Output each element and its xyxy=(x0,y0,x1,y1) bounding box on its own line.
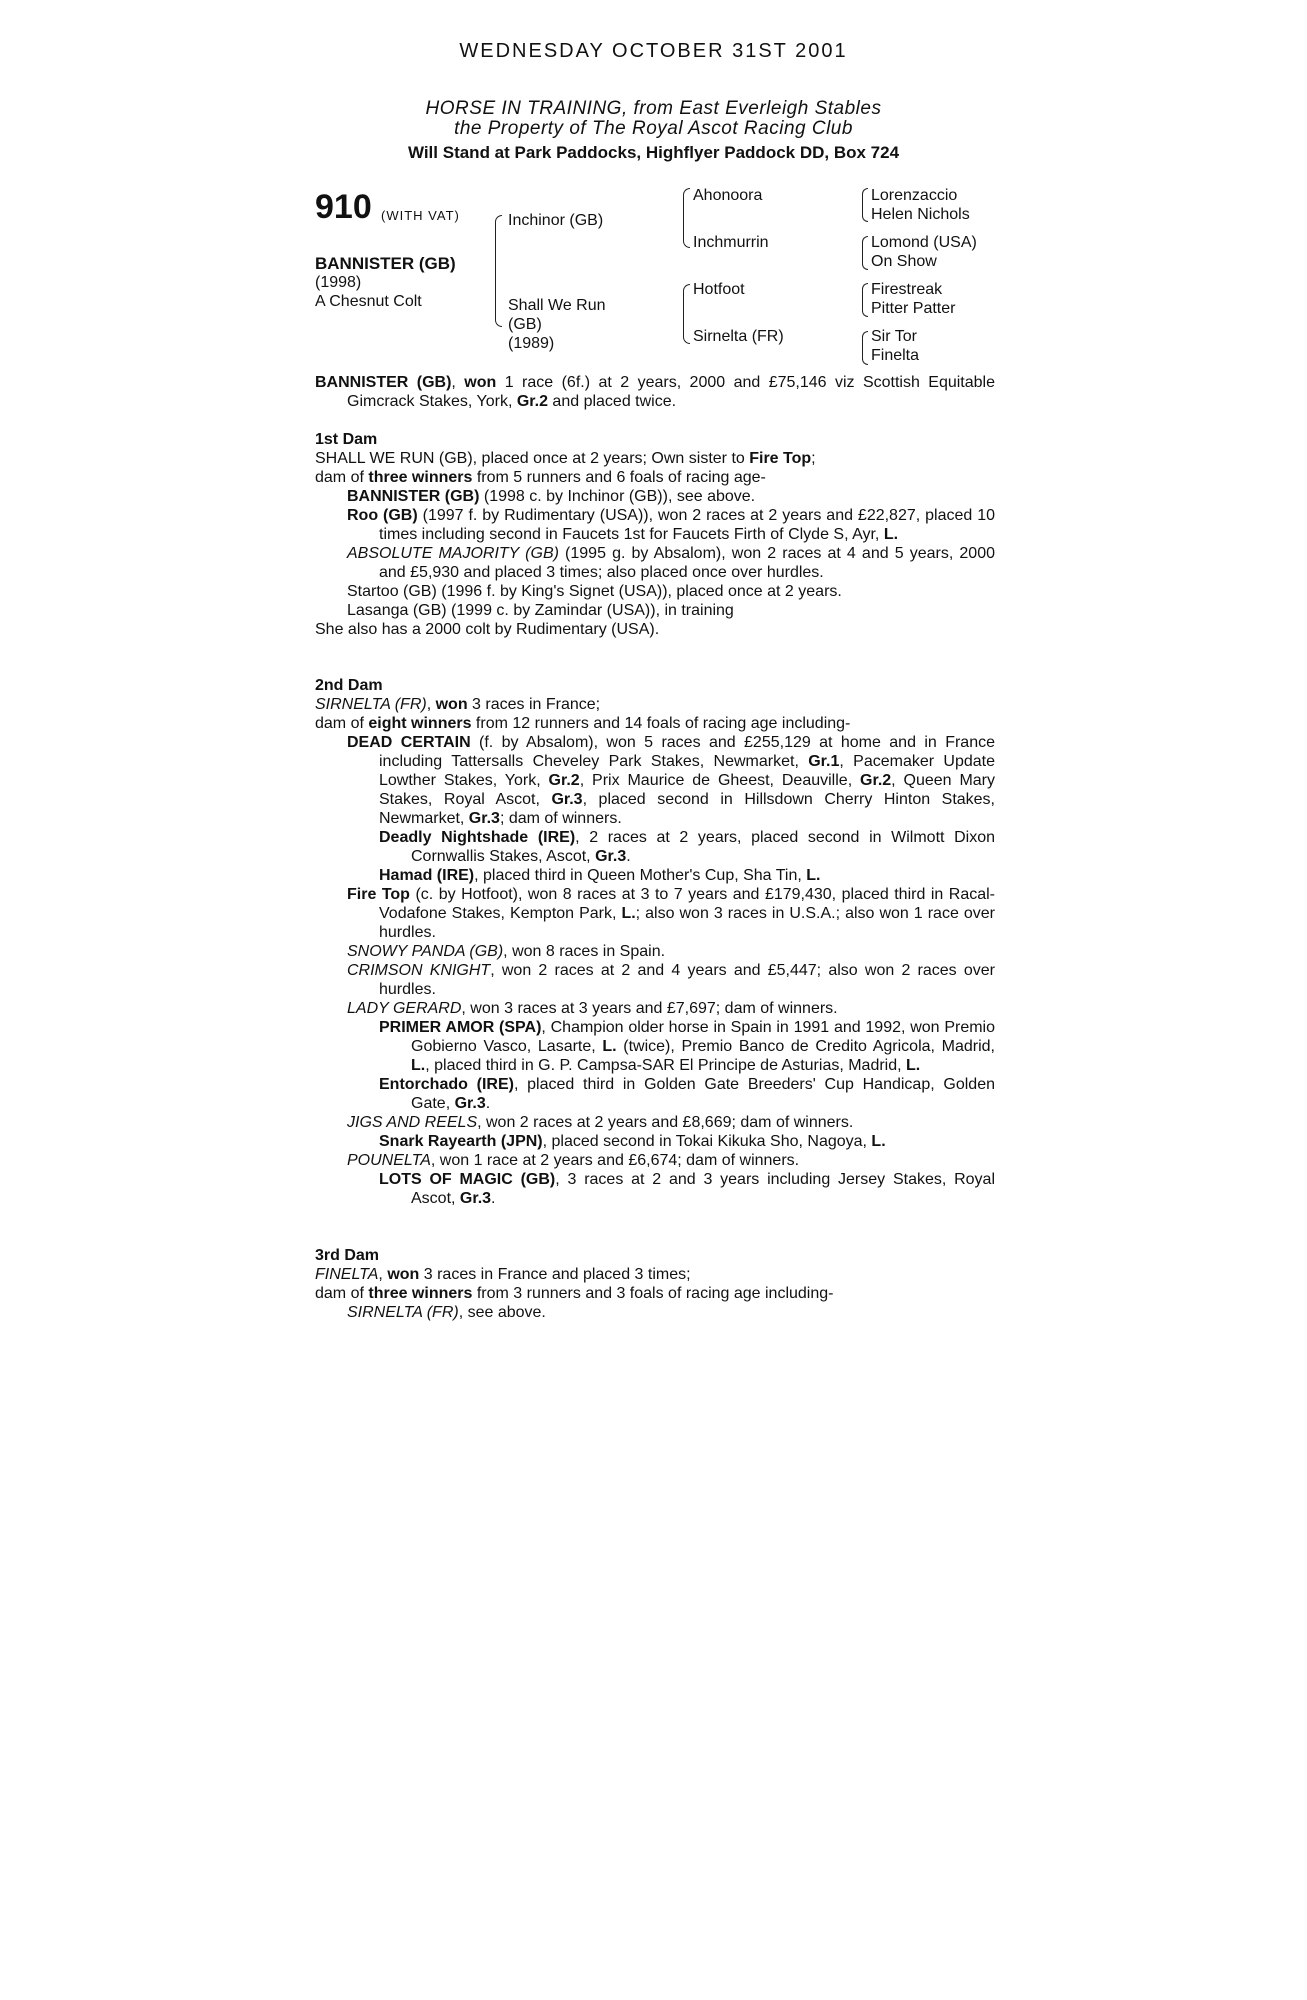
pedigree-ddd: Finelta xyxy=(871,347,920,364)
third-dam-line1: FINELTA, won 3 races in France and placed 3 times; xyxy=(315,1266,691,1283)
pedigree-sdd: On Show xyxy=(871,253,937,270)
produce-entry: DEAD CERTAIN (f. by Absalom), won 5 races and £255,129 at home and in France including Tattersalls Cheveley Park Stakes, Newmarket, Gr.1, Pacemaker Update Lowther Stakes, York, Gr.2, Prix Maurice de Gheest, Deauville, Gr.2, Queen Mary Stakes, Royal Ascot, Gr.3, placed second in Hillsdown Cherry Hinton Stakes, Newmarket, Gr.3; dam of winners. xyxy=(347,734,996,827)
horse-year: (1998) xyxy=(315,274,362,291)
produce-entry: Lasanga (GB) (1999 c. by Zamindar (USA)), in training xyxy=(347,602,734,619)
produce-entry: CRIMSON KNIGHT, won 2 races at 2 and 4 years and £5,447; also won 2 races over hurdles. xyxy=(347,962,996,998)
vat-note: (WITH VAT) xyxy=(381,208,460,223)
produce-entry: Entorchado (IRE), placed third in Golden Gate Breeders' Cup Handicap, Golden Gate, Gr.3. xyxy=(379,1076,995,1112)
pedigree-brace-main xyxy=(495,215,502,327)
pedigree-ssd: Helen Nichols xyxy=(871,206,970,223)
produce-entry: SNOWY PANDA (GB), won 8 races in Spain. xyxy=(347,943,666,960)
pedigree-dd: Sirnelta (FR) xyxy=(693,328,784,345)
produce-entry: Roo (GB) (1997 f. by Rudimentary (USA)), won 2 races at 2 years and £22,827, placed 10 times including second in Faucets 1st for Faucets Firth of Clyde S, Ayr, L. xyxy=(347,507,995,543)
produce-entry: LADY GERARD, won 3 races at 3 years and £7,697; dam of winners. xyxy=(347,1000,838,1017)
summary-text: 1 race (6f.) at 2 years, 2000 and £75,146 viz Scottish Equitable Gimcrack Stakes, York, xyxy=(347,374,996,410)
first-dam-heading: 1st Dam xyxy=(315,431,378,448)
produce-entry: Deadly Nightshade (IRE), 2 races at 2 years, placed second in Wilmott Dixon Cornwallis Stakes, Ascot, Gr.3. xyxy=(379,829,995,865)
pedigree-sire: Inchinor (GB) xyxy=(508,212,604,229)
pedigree-brace-dam xyxy=(683,284,690,344)
produce-note: She also has a 2000 colt by Rudimentary (USA). xyxy=(315,621,660,638)
pedigree-ss: Ahonoora xyxy=(693,187,763,204)
third-dam-section xyxy=(315,1246,995,1322)
pedigree-brace-dd xyxy=(862,331,868,365)
produce-entry: Startoo (GB) (1996 f. by King's Signet (USA)), placed once at 2 years. xyxy=(347,583,842,600)
pedigree-ds: Hotfoot xyxy=(693,281,745,298)
sale-date: WEDNESDAY OCTOBER 31ST 2001 xyxy=(459,40,848,62)
second-dam-section xyxy=(315,676,995,1208)
pedigree-brace-ds xyxy=(862,283,868,317)
pedigree-sds: Lomond (USA) xyxy=(871,234,977,251)
third-dam-heading: 3rd Dam xyxy=(315,1247,380,1264)
lot-title-line1: HORSE IN TRAINING, from East Everleigh Stables xyxy=(425,98,882,119)
produce-entry: PRIMER AMOR (SPA), Champion older horse in Spain in 1991 and 1992, won Premio Gobierno Vasco, Lasarte, L. (twice), Premio Banco de Credito Agricola, Madrid, L., placed third in G. P. Campsa-SAR El Principe de Asturias, Madrid, L. xyxy=(379,1019,996,1074)
second-dam-line2: dam of eight winners from 12 runners and 14 foals of racing age including- xyxy=(315,715,851,732)
pedigree-dss: Firestreak xyxy=(871,281,943,298)
lot-number: 910 xyxy=(315,188,372,226)
produce-entry: Fire Top (c. by Hotfoot), won 8 races at 3 to 7 years and £179,430, placed third in Racal-Vodafone Stakes, Kempton Park, L.; also won 3 races in U.S.A.; also won 1 race over hurdles. xyxy=(347,886,996,941)
pedigree-dam-line3: (1989) xyxy=(508,335,555,352)
produce-entry: LOTS OF MAGIC (GB), 3 races at 2 and 3 years including Jersey Stakes, Royal Ascot, Gr.3. xyxy=(379,1171,996,1207)
second-dam-line1: SIRNELTA (FR), won 3 races in France; xyxy=(315,696,601,713)
summary-text-end: and placed twice. xyxy=(547,393,677,410)
produce-entry: Snark Rayearth (JPN), placed second in Tokai Kikuka Sho, Nagoya, L. xyxy=(379,1133,886,1150)
produce-entry: SIRNELTA (FR), see above. xyxy=(347,1304,546,1321)
first-dam-section xyxy=(315,430,995,639)
first-dam-line2: dam of three winners from 5 runners and 6 foals of racing age- xyxy=(315,469,766,486)
pedigree-brace-sd xyxy=(862,236,868,270)
summary-horse-name: BANNISTER (GB) xyxy=(315,374,452,391)
pedigree-dsd: Pitter Patter xyxy=(871,300,956,317)
pedigree-sd: Inchmurrin xyxy=(693,234,769,251)
pedigree-brace-ss xyxy=(862,188,868,222)
first-dam-line1: SHALL WE RUN (GB), placed once at 2 years; Own sister to Fire Top; xyxy=(315,450,816,467)
pedigree-dam-line2: (GB) xyxy=(508,316,542,333)
horse-description: A Chesnut Colt xyxy=(315,293,422,310)
produce-entry: JIGS AND REELS, won 2 races at 2 years and £8,669; dam of winners. xyxy=(347,1114,854,1131)
race-summary: BANNISTER (GB), won 1 race (6f.) at 2 years, 2000 and £75,146 viz Scottish Equitable Gimcrack Stakes, York, Gr.2 and placed twice. xyxy=(315,374,996,410)
summary-won: won xyxy=(464,374,497,391)
pedigree-brace-sire xyxy=(683,188,690,248)
lot-title-line2: the Property of The Royal Ascot Racing Club xyxy=(454,118,853,139)
summary-grade: Gr.2 xyxy=(516,393,548,410)
stand-location: Will Stand at Park Paddocks, Highflyer Paddock DD, Box 724 xyxy=(407,143,900,162)
second-dam-heading: 2nd Dam xyxy=(315,677,383,694)
pedigree-dds: Sir Tor xyxy=(871,328,917,345)
produce-entry: Hamad (IRE), placed third in Queen Mother's Cup, Sha Tin, L. xyxy=(379,867,821,884)
horse-name: BANNISTER (GB) xyxy=(315,254,456,273)
pedigree-sss: Lorenzaccio xyxy=(871,187,958,204)
produce-entry: ABSOLUTE MAJORITY (GB) (1995 g. by Absalom), won 2 races at 4 and 5 years, 2000 and £5,930 and placed 3 times; also placed once over hurdles. xyxy=(347,545,996,581)
produce-entry: POUNELTA, won 1 race at 2 years and £6,674; dam of winners. xyxy=(347,1152,800,1169)
produce-entry: BANNISTER (GB) (1998 c. by Inchinor (GB)), see above. xyxy=(347,488,756,505)
pedigree-dam-line1: Shall We Run xyxy=(508,297,606,314)
third-dam-line2: dam of three winners from 3 runners and 3 foals of racing age including- xyxy=(315,1285,834,1302)
